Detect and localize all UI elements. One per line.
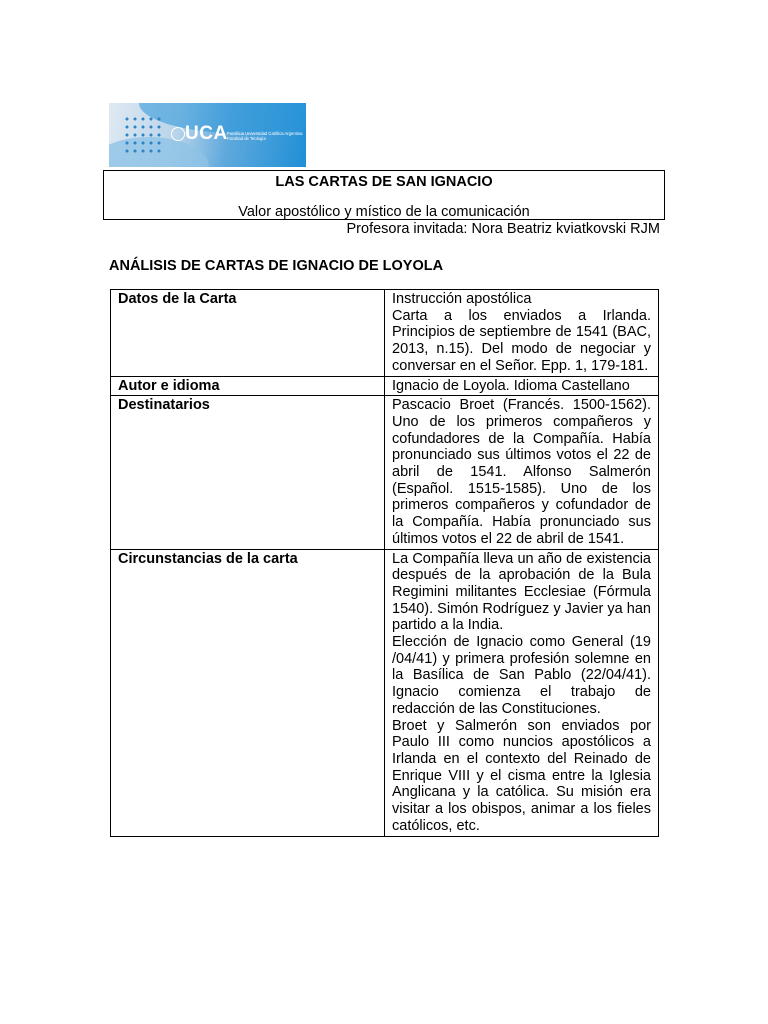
document-title: LAS CARTAS DE SAN IGNACIO (275, 174, 493, 190)
table-row (111, 396, 659, 549)
value-paragraph: Pascacio Broet (Francés. 1500-1562). Uno de los primeros compañeros y cofundadores de la Compañía. Había pronunciado sus últimos votos el 22 de abril de 1541. Alfonso Salmerón (Español. 1515-1585). Uno de los primeros compañeros y cofundador de la Compañía. Había pronunciado sus últimos votos el 22 de abril de 1541. (392, 397, 651, 547)
row-value (385, 376, 659, 396)
row-value (385, 396, 659, 549)
value-paragraph: Elección de Ignacio como General (19 /04/41) y primera profesión solemne en la Basílica de San Pablo (22/04/41). Ignacio comienza el trabajo de redacción de las Constituciones. (392, 634, 651, 717)
logo-name: UCA (185, 123, 228, 144)
seal-icon (171, 127, 185, 141)
row-label: Circunstancias de la carta (111, 549, 385, 836)
row-value (385, 549, 659, 836)
row-label: Datos de la Carta (111, 290, 385, 377)
table-row (111, 549, 659, 836)
value-paragraph: Carta a los enviados a Irlanda. Principios de septiembre de 1541 (BAC, 2013, n.15). Del modo de negociar y conversar en el Señor. Epp. 1, 179-181. (392, 307, 651, 374)
table-row (111, 376, 659, 396)
value-paragraph: Ignacio de Loyola. Idioma Castellano (392, 377, 630, 394)
lecturer-line: Profesora invitada: Nora Beatriz kviatkovski RJM (346, 221, 660, 237)
title-box (103, 170, 665, 220)
row-label: Destinatarios (111, 396, 385, 549)
section-heading: ANÁLISIS DE CARTAS DE IGNACIO DE LOYOLA (109, 258, 444, 274)
letter-analysis-table (110, 289, 659, 837)
logo-subtitle: Pontificia Universidad Católica Argentina Facultad de Teología (227, 131, 303, 141)
table-row (111, 290, 659, 377)
logo-dots (123, 115, 163, 155)
value-paragraph: La Compañía lleva un año de existencia después de la aprobación de la Bula Regimini militantes Ecclesiae (Fórmula 1540). Simón Rodríguez y Javier ya han partido a la India. (392, 550, 651, 634)
row-label: Autor e idioma (111, 376, 385, 396)
document-subtitle: Valor apostólico y místico de la comunicación (238, 204, 530, 220)
row-value (385, 290, 659, 377)
uca-logo (109, 103, 306, 167)
value-paragraph: Broet y Salmerón son enviados por Paulo III como nuncios apostólicos a Irlanda en el contexto del Reinado de Enrique VIII y el cisma entre la Iglesia Anglicana y la católica. Su misión era visitar a los obispos, animar a los fieles católicos, etc. (392, 717, 651, 834)
value-paragraph: Instrucción apostólica (392, 291, 532, 307)
